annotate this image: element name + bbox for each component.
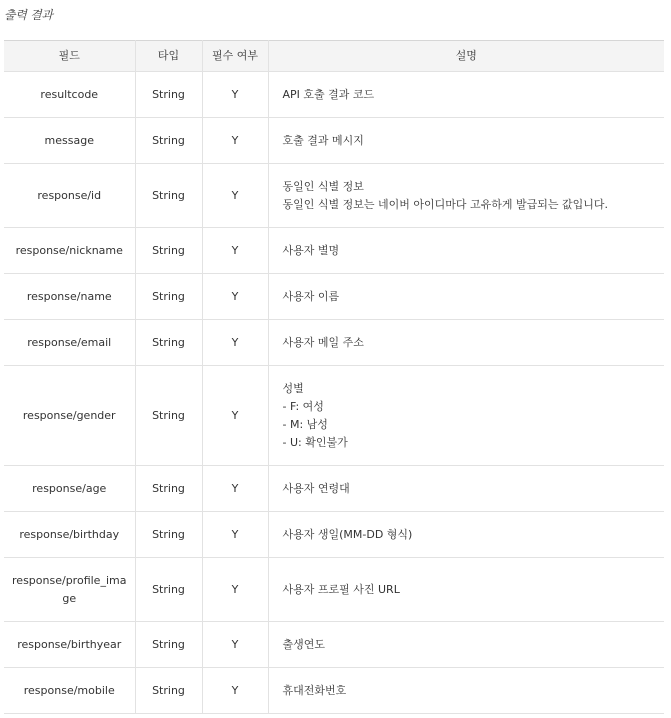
table-row bbox=[4, 118, 664, 164]
field-cell: response/id bbox=[4, 164, 135, 228]
required-cell: Y bbox=[202, 558, 268, 622]
required-cell: Y bbox=[202, 366, 268, 466]
description-cell bbox=[268, 366, 664, 466]
description-cell bbox=[268, 118, 664, 164]
table-row bbox=[4, 668, 664, 714]
field-cell: response/gender bbox=[4, 366, 135, 466]
description-line: 휴대전화번호 bbox=[282, 683, 347, 697]
field-cell: response/name bbox=[4, 274, 135, 320]
required-cell: Y bbox=[202, 466, 268, 512]
description-cell bbox=[268, 622, 664, 668]
type-cell: String bbox=[135, 512, 202, 558]
output-table bbox=[4, 40, 664, 714]
field-cell: response/mobile bbox=[4, 668, 135, 714]
type-cell: String bbox=[135, 558, 202, 622]
header-description: 설명 bbox=[268, 41, 664, 72]
field-cell: response/profile_image bbox=[4, 558, 135, 622]
description-line: 사용자 이름 bbox=[282, 289, 340, 303]
type-cell: String bbox=[135, 320, 202, 366]
description-cell bbox=[268, 72, 664, 118]
description-line: 동일인 식별 정보 bbox=[282, 179, 364, 193]
table-row bbox=[4, 622, 664, 668]
required-cell: Y bbox=[202, 512, 268, 558]
table-row bbox=[4, 512, 664, 558]
type-cell: String bbox=[135, 164, 202, 228]
type-cell: String bbox=[135, 118, 202, 164]
description-cell bbox=[268, 228, 664, 274]
description-cell bbox=[268, 558, 664, 622]
required-cell: Y bbox=[202, 164, 268, 228]
table-row bbox=[4, 274, 664, 320]
table-header-row bbox=[4, 41, 664, 72]
description-line: API 호출 결과 코드 bbox=[282, 87, 375, 101]
header-type: 타입 bbox=[135, 41, 202, 72]
type-cell: String bbox=[135, 366, 202, 466]
description-line: - M: 남성 bbox=[282, 417, 328, 431]
description-line: - F: 여성 bbox=[282, 399, 324, 413]
description-cell bbox=[268, 320, 664, 366]
description-line: 사용자 연령대 bbox=[282, 481, 350, 495]
section-title: 출력 결과 bbox=[4, 8, 53, 22]
type-cell: String bbox=[135, 668, 202, 714]
description-line: 사용자 메일 주소 bbox=[282, 335, 364, 349]
table-row bbox=[4, 366, 664, 466]
description-line: 출생연도 bbox=[282, 637, 326, 651]
description-cell bbox=[268, 512, 664, 558]
type-cell: String bbox=[135, 274, 202, 320]
field-cell: response/nickname bbox=[4, 228, 135, 274]
required-cell: Y bbox=[202, 72, 268, 118]
required-cell: Y bbox=[202, 118, 268, 164]
description-line: 성별 bbox=[282, 381, 304, 395]
table-row bbox=[4, 320, 664, 366]
type-cell: String bbox=[135, 228, 202, 274]
field-cell: response/age bbox=[4, 466, 135, 512]
table-row bbox=[4, 466, 664, 512]
field-cell: resultcode bbox=[4, 72, 135, 118]
table-row bbox=[4, 72, 664, 118]
description-cell bbox=[268, 668, 664, 714]
description-line: 사용자 프로필 사진 URL bbox=[282, 582, 400, 596]
table-row bbox=[4, 228, 664, 274]
required-cell: Y bbox=[202, 622, 268, 668]
header-field: 필드 bbox=[4, 41, 135, 72]
description-line: 동일인 식별 정보는 네이버 아이디마다 고유하게 발급되는 값입니다. bbox=[282, 197, 608, 211]
description-cell bbox=[268, 164, 664, 228]
required-cell: Y bbox=[202, 320, 268, 366]
table-row bbox=[4, 164, 664, 228]
required-cell: Y bbox=[202, 668, 268, 714]
table-row bbox=[4, 558, 664, 622]
type-cell: String bbox=[135, 622, 202, 668]
field-cell: response/birthday bbox=[4, 512, 135, 558]
description-line: 사용자 별명 bbox=[282, 243, 340, 257]
type-cell: String bbox=[135, 72, 202, 118]
description-line: 사용자 생일(MM-DD 형식) bbox=[282, 527, 413, 541]
description-line: - U: 확인불가 bbox=[282, 435, 348, 449]
description-cell bbox=[268, 274, 664, 320]
type-cell: String bbox=[135, 466, 202, 512]
required-cell: Y bbox=[202, 274, 268, 320]
field-cell: message bbox=[4, 118, 135, 164]
description-cell bbox=[268, 466, 664, 512]
header-required: 필수 여부 bbox=[202, 41, 268, 72]
description-line: 호출 결과 메시지 bbox=[282, 133, 364, 147]
required-cell: Y bbox=[202, 228, 268, 274]
field-cell: response/email bbox=[4, 320, 135, 366]
field-cell: response/birthyear bbox=[4, 622, 135, 668]
